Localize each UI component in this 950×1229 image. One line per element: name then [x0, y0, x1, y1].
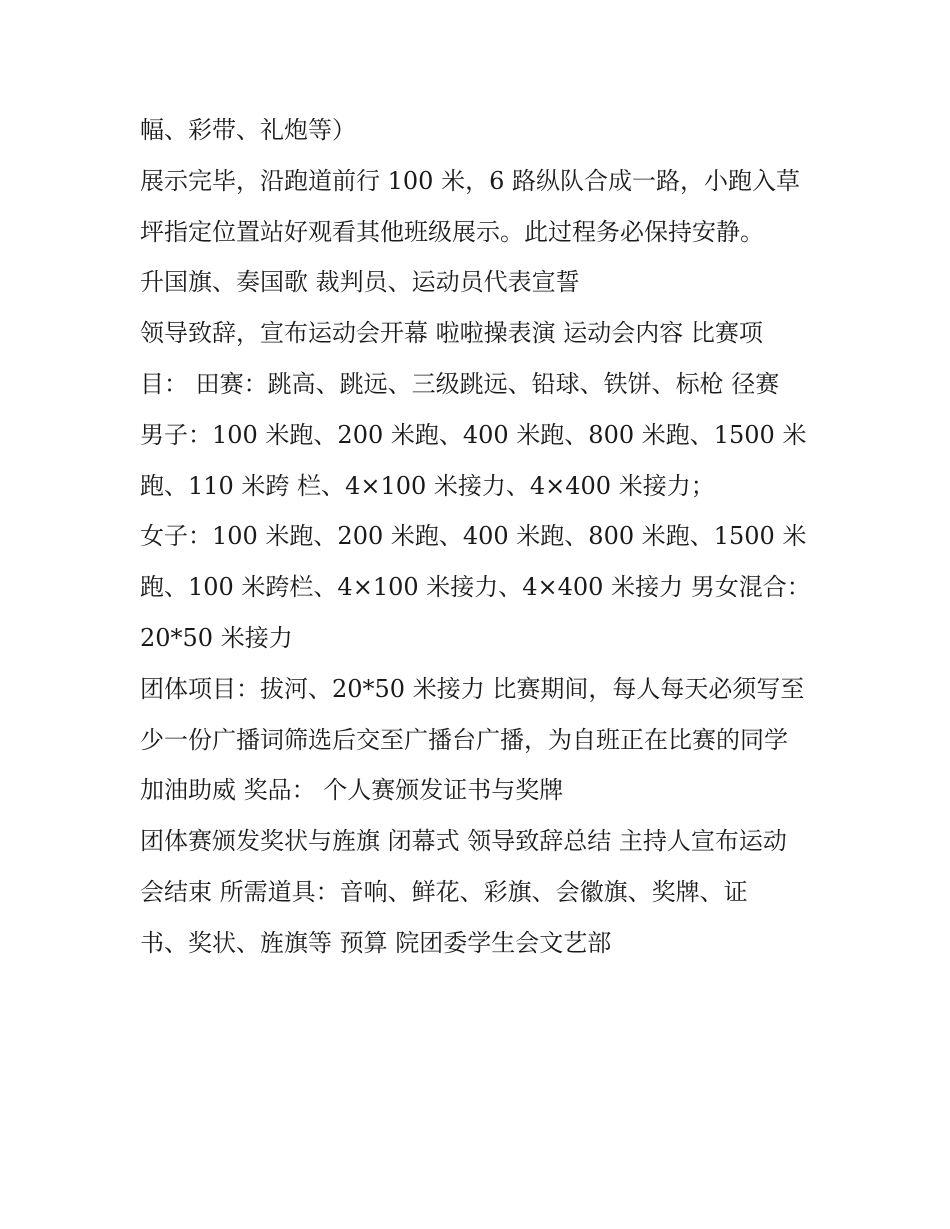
- text-line: 会结束 所需道具：音响、鲜花、彩旗、会徽旗、奖牌、证: [140, 877, 748, 906]
- text-line: 团体赛颁发奖状与旌旗 闭幕式 领导致辞总结 主持人宣布运动: [140, 827, 787, 856]
- text-line: 目： 田赛：跳高、跳远、三级跳远、铅球、铁饼、标枪 径赛: [140, 369, 780, 398]
- text-line: 20*50 米接力: [140, 623, 293, 652]
- text-line: 书、奖状、旌旗等 预算 院团委学生会文艺部: [140, 928, 612, 957]
- text-line: 幅、彩带、礼炮等）: [140, 116, 356, 144]
- text-line: 加油助威 奖品： 个人赛颁发证书与奖牌: [140, 776, 564, 805]
- text-line: 少一份广播词筛选后交至广播台广播，为自班正在比赛的同学: [140, 725, 788, 754]
- text-line: 升国旗、奏国歌 裁判员、运动员代表宣誓: [140, 268, 580, 297]
- text-line: 坪指定位置站好观看其他班级展示。此过程务必保持安静。: [140, 217, 764, 246]
- text-line: 跑、100 米跨栏、4×100 米接力、4×400 米接力 男女混合：: [140, 573, 811, 602]
- text-line: 男子：100 米跑、200 米跑、400 米跑、800 米跑、1500 米: [140, 420, 807, 449]
- body-text: [140, 105, 840, 969]
- text-line: 领导致辞，宣布运动会开幕 啦啦操表演 运动会内容 比赛项: [140, 319, 763, 348]
- text-line: 展示完毕，沿跑道前行 100 米，6 路纵队合成一路，小跑入草: [140, 166, 800, 195]
- text-line: 团体项目：拔河、20*50 米接力 比赛期间，每人每天必须写至: [140, 674, 805, 703]
- text-line: 女子：100 米跑、200 米跑、400 米跑、800 米跑、1500 米: [140, 522, 807, 551]
- text-line: 跑、110 米跨 栏、4×100 米接力、4×400 米接力；: [140, 471, 715, 500]
